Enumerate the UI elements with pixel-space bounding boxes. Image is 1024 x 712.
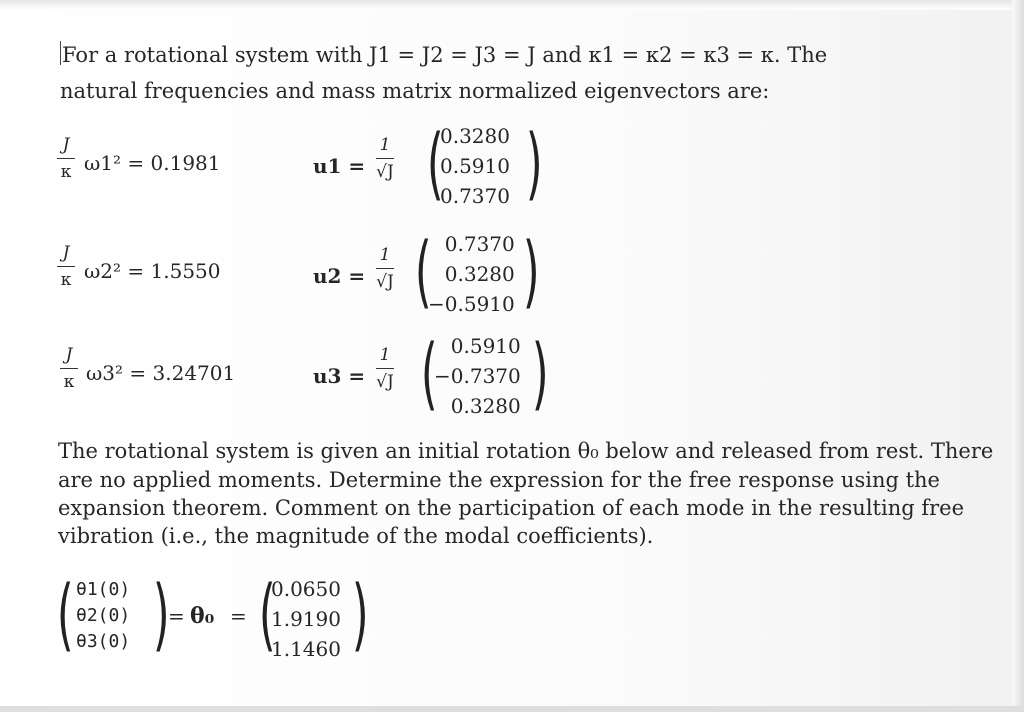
intro-line-2: natural frequencies and mass matrix normalized eigenvectors are: [60, 79, 770, 103]
right-paren: ) [525, 119, 543, 209]
eigenvector-u1 [440, 121, 510, 211]
omega-1-squared: ω1² = 0.1981 [84, 151, 221, 175]
intro-line-1: For a rotational system with J1 = J2 = J3 = J and κ1 = κ2 = κ3 = κ. The [62, 43, 828, 67]
fraction-numerator: J [62, 135, 70, 155]
u1-label: u1 = [313, 154, 366, 178]
vector-entry: 0.5910 [450, 334, 521, 358]
problem-line-3: expansion theorem. Comment on the participation of each mode in the resulting free [58, 496, 965, 520]
right-paren: ) [531, 329, 549, 419]
fraction-bar [57, 266, 75, 267]
problem-line-1: The rotational system is given an initial rotation θ₀ below and released from rest. There [58, 439, 994, 463]
vector-entry: θ1(0) [76, 579, 131, 600]
norm-fraction [373, 136, 397, 181]
vector-entry: 0.5910 [440, 154, 510, 178]
page-top-edge [0, 0, 1024, 10]
fraction-denominator: √J [376, 372, 394, 392]
left-paren: ( [414, 227, 432, 317]
vector-entry: 1.1460 [271, 637, 341, 661]
fraction-bar [376, 268, 394, 269]
fraction-denominator: √J [376, 272, 394, 292]
problem-line-4: vibration (i.e., the magnitude of the modal coefficients). [58, 524, 654, 548]
text-cursor [60, 41, 61, 65]
fraction-denominator: κ [60, 270, 72, 290]
left-paren: ( [258, 570, 276, 660]
fraction-denominator: √J [376, 162, 394, 182]
vector-entry: 0.3280 [444, 262, 515, 286]
vector-entry: θ2(0) [76, 605, 131, 626]
j-over-kappa-fraction [57, 346, 81, 391]
equals-sign: = [168, 604, 185, 628]
fraction-bar [60, 368, 78, 369]
fraction-denominator: κ [60, 162, 72, 182]
omega-2-squared: ω2² = 1.5550 [84, 259, 221, 283]
norm-fraction [373, 346, 397, 391]
u2-label: u2 = [313, 264, 366, 288]
omega-3-squared: ω3² = 3.24701 [86, 361, 236, 385]
left-paren: ( [420, 329, 438, 419]
vector-entry: 1.9190 [271, 607, 341, 631]
theta-zero-symbol: θ₀ [190, 603, 215, 629]
fraction-numerator: J [65, 345, 73, 365]
equals-sign: = [230, 604, 247, 628]
page-bottom-edge [0, 706, 1024, 712]
vector-entry: 0.3280 [440, 124, 510, 148]
eigenvector-u3 [434, 331, 521, 421]
norm-fraction [373, 246, 397, 291]
fraction-denominator: κ [63, 372, 75, 392]
vector-entry: 0.0650 [271, 577, 341, 601]
fraction-numerator: 1 [379, 135, 391, 155]
left-paren: ( [426, 119, 444, 209]
fraction-bar [57, 158, 75, 159]
right-paren: ) [152, 570, 170, 660]
right-paren: ) [351, 570, 369, 660]
vector-entry: 0.3280 [450, 394, 521, 418]
page-right-edge [1012, 0, 1024, 712]
left-paren: ( [56, 570, 74, 660]
j-over-kappa-fraction [54, 244, 78, 289]
vector-entry: θ3(0) [76, 631, 131, 652]
vector-entry: 0.7370 [440, 184, 510, 208]
eigenvector-u2 [428, 229, 515, 319]
u3-label: u3 = [313, 364, 366, 388]
theta-initial-values [271, 574, 341, 664]
fraction-numerator: J [62, 243, 70, 263]
vector-entry: 0.7370 [444, 232, 515, 256]
vector-entry: −0.5910 [428, 292, 515, 316]
vector-entry: −0.7370 [434, 364, 521, 388]
fraction-bar [376, 368, 394, 369]
fraction-numerator: 1 [379, 345, 391, 365]
fraction-bar [376, 158, 394, 159]
theta-initial-vector [76, 577, 130, 655]
j-over-kappa-fraction [54, 136, 78, 181]
right-paren: ) [522, 227, 540, 317]
fraction-numerator: 1 [379, 245, 391, 265]
problem-line-2: are no applied moments. Determine the expression for the free response using the [58, 468, 940, 492]
